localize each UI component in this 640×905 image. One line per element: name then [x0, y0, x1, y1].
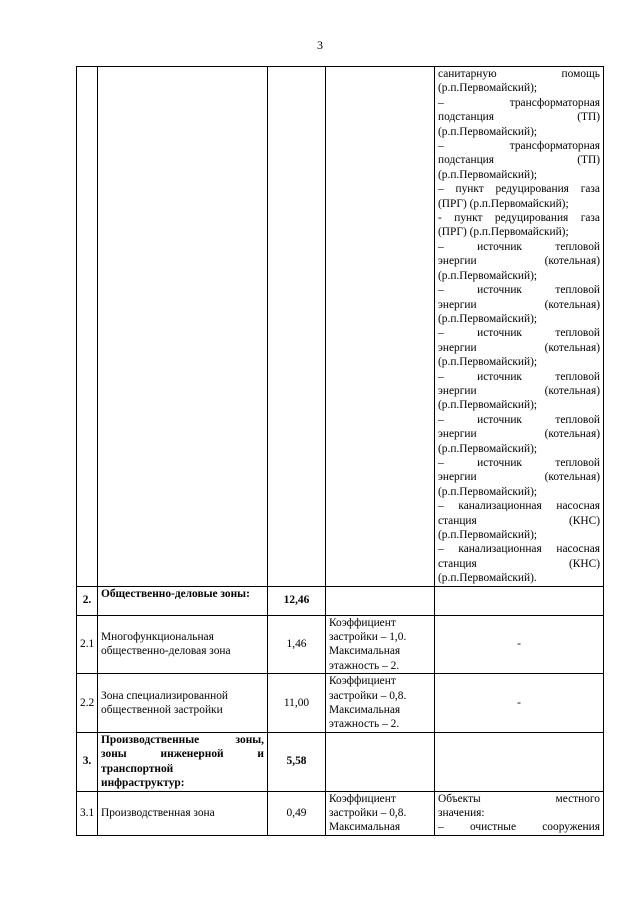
- row-number: 3.1: [77, 791, 98, 835]
- zone-params: Коэффициент застройки – 0,8. Максимальная: [326, 791, 435, 835]
- object-list-item: – источник тепловой энергии (котельная) (р.п.Первомайский);: [438, 456, 600, 498]
- cell-params: [326, 586, 435, 615]
- row-number: 3.: [77, 732, 98, 791]
- object-list-item: – трансформаторная подстанция (ТП) (р.п.Первомайский);: [438, 96, 600, 138]
- zone-objects: -: [435, 615, 604, 674]
- row-number: 2.1: [77, 615, 98, 674]
- cell-params: [326, 732, 435, 791]
- object-list-item: - пункт редуцирования газа (ПРГ) (р.п.Первомайский);: [438, 212, 600, 239]
- zone-params: Коэффициент застройки – 1,0. Максимальная этажность – 2.: [326, 615, 435, 674]
- cell-area: [268, 67, 326, 587]
- table-row-section-3: [77, 732, 604, 791]
- cell-objects: [435, 586, 604, 615]
- zone-area: 5,58: [268, 732, 326, 791]
- row-number: 2.: [77, 586, 98, 615]
- table-row-continuation: [77, 67, 604, 587]
- zone-objects: Объекты местного значения: – очистные сооружения: [435, 791, 604, 835]
- object-list-item: – канализационная насосная станция (КНС) (р.п.Первомайский);: [438, 500, 600, 541]
- zone-name: Общественно-деловые зоны:: [98, 586, 268, 615]
- cell-name: [98, 67, 268, 587]
- object-list-item: – источник тепловой энергии (котельная) (р.п.Первомайский);: [438, 240, 600, 282]
- table-row-2-2: [77, 674, 604, 733]
- object-list-item: санитарную помощь (р.п.Первомайский);: [438, 68, 600, 95]
- object-list-item: – источник тепловой энергии (котельная) (р.п.Первомайский);: [438, 370, 600, 412]
- zone-area: 1,46: [268, 615, 326, 674]
- zone-name: Производственная зона: [98, 791, 268, 835]
- cell-objects: [435, 67, 604, 587]
- table-row-section-2: [77, 586, 604, 615]
- cell-num: [77, 67, 98, 587]
- zone-name: Зона специализированной общественной застройки: [98, 674, 268, 733]
- zone-name: Производственные зоны, зоны инженерной и транспортной инфраструктур:: [98, 732, 268, 791]
- zone-area: 12,46: [268, 586, 326, 615]
- cell-params: [326, 67, 435, 587]
- zone-params: Коэффициент застройки – 0,8. Максимальная этажность – 2.: [326, 674, 435, 733]
- table-row-3-1: [77, 791, 604, 835]
- cell-objects: [435, 732, 604, 791]
- object-list-item: – источник тепловой энергии (котельная) (р.п.Первомайский);: [438, 284, 600, 325]
- object-list-item: – пункт редуцирования газа (ПРГ) (р.п.Первомайский);: [438, 183, 600, 210]
- zone-objects: -: [435, 674, 604, 733]
- page-number: 3: [317, 38, 323, 52]
- table-row-2-1: [77, 615, 604, 674]
- zone-area: 11,00: [268, 674, 326, 733]
- object-list-item: – трансформаторная подстанция (ТП) (р.п.Первомайский);: [438, 140, 600, 181]
- object-list-item: – канализационная насосная станция (КНС) (р.п.Первомайский).: [438, 543, 600, 585]
- zones-table: [76, 66, 604, 836]
- object-list-item: – источник тепловой энергии (котельная) (р.п.Первомайский);: [438, 327, 600, 369]
- zone-area: 0,49: [268, 791, 326, 835]
- object-list-item: – источник тепловой энергии (котельная) (р.п.Первомайский);: [438, 413, 600, 455]
- zone-name: Многофункциональная общественно-деловая зона: [98, 615, 268, 674]
- row-number: 2.2: [77, 674, 98, 733]
